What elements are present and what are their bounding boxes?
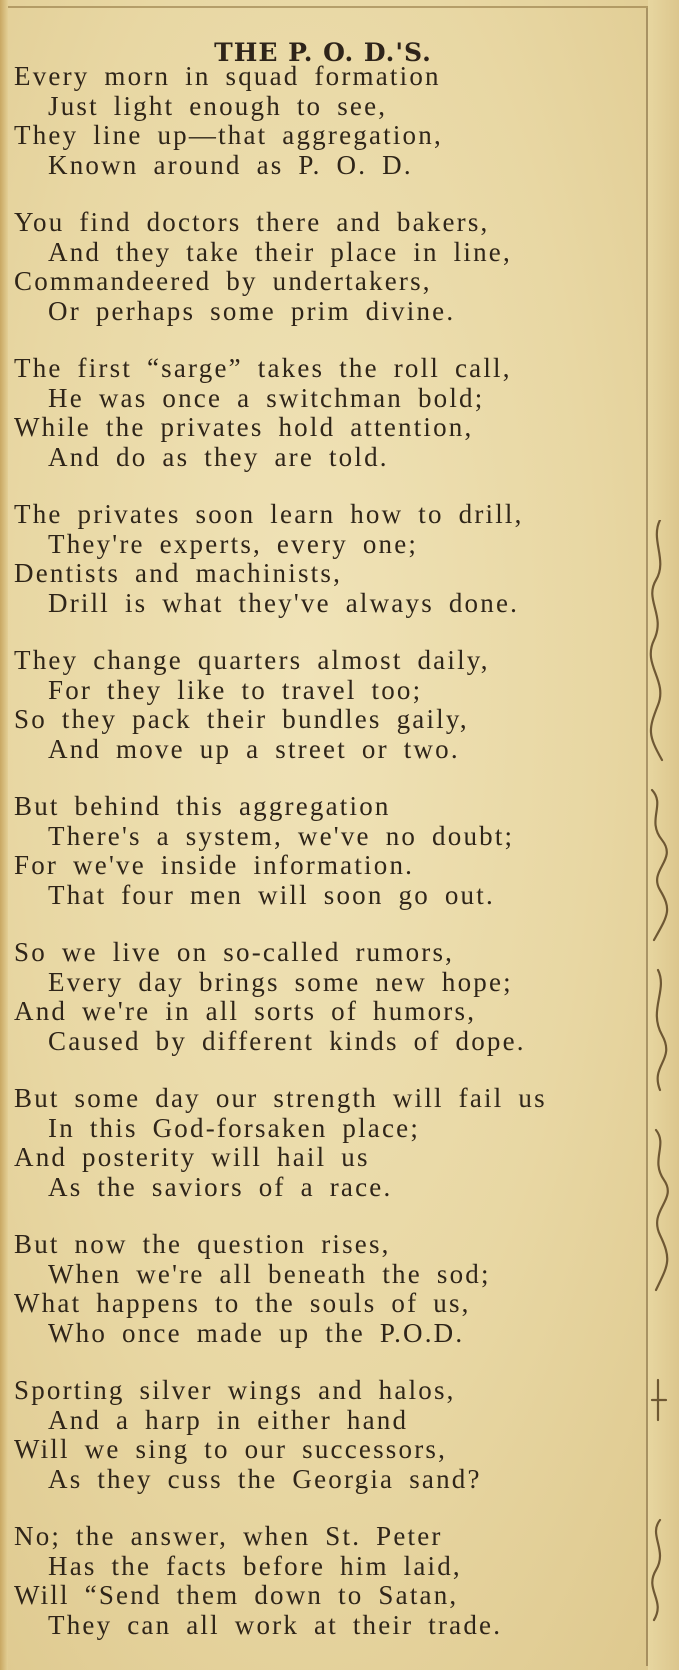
stanza [14,1522,644,1640]
poem-line: And we're in all sorts of humors, [14,996,477,1026]
stanza [14,62,644,180]
poem-line: Every day brings some new hope; [48,966,513,997]
poem-line: No; the answer, when St. Peter [14,1521,443,1551]
poem-line: Will we sing to our successors, [14,1434,448,1464]
handwritten-margin-note [638,520,678,1670]
poem-line: He was once a switchman bold; [48,382,485,413]
poem-line: Will “Send them down to Satan, [14,1580,459,1610]
poem-line: What happens to the souls of us, [14,1288,471,1318]
poem-line: But behind this aggregation [14,791,391,821]
poem-line: There's a system, we've no doubt; [48,820,515,851]
poem-line: But now the question rises, [14,1229,391,1259]
poem-line: Commandeered by undertakers, [14,266,432,296]
poem-line: Drill is what they've always done. [48,587,520,618]
poem-line: And move up a street or two. [48,733,460,764]
stanza [14,792,644,910]
top-rule [8,6,648,8]
poem-line: And do as they are told. [48,441,389,472]
poem-body [14,62,644,1668]
poem-line: So they pack their bundles gaily, [14,704,469,734]
stanza [14,646,644,764]
stanza [14,354,644,472]
poem-line: They can all work at their trade. [48,1609,503,1640]
poem-line: Who once made up the P.O.D. [48,1317,465,1348]
poem-line: You find doctors there and bakers, [14,207,490,237]
poem-line: Every morn in squad formation [14,61,441,91]
poem-line: So we live on so-called rumors, [14,937,455,967]
poem-line: Sporting silver wings and halos, [14,1375,456,1405]
stanza [14,500,644,618]
poem-line: Or perhaps some prim divine. [48,295,456,326]
poem-line: While the privates hold attention, [14,412,474,442]
poem-line: The privates soon learn how to drill, [14,499,524,529]
poem-line: And a harp in either hand [48,1404,409,1435]
stanza [14,1230,644,1348]
stanza [14,208,644,326]
poem-line: When we're all beneath the sod; [48,1258,491,1289]
poem-line: They line up—that aggregation, [14,120,443,150]
poem-line: Dentists and machinists, [14,558,343,588]
poem-line: That four men will soon go out. [48,879,495,910]
poem-line: Caused by different kinds of dope. [48,1025,526,1056]
handwriting-scribble [638,520,678,1670]
poem-title: THE P. O. D.'S. [214,38,432,67]
stanza [14,1376,644,1494]
stanza [14,938,644,1056]
poem-line: And posterity will hail us [14,1142,370,1172]
poem-line: But some day our strength will fail us [14,1083,547,1113]
poem-line: Has the facts before him laid, [48,1550,462,1581]
poem-line: For we've inside information. [14,850,415,880]
poem-line: For they like to travel too; [48,674,423,705]
poem-line: As they cuss the Georgia sand? [48,1463,482,1494]
clipping-left-edge [0,0,8,1670]
poem-line: They're experts, every one; [48,528,419,559]
poem-line: The first “sarge” takes the roll call, [14,353,512,383]
stanza [14,1084,644,1202]
poem-line: In this God-forsaken place; [48,1112,421,1143]
poem-line: As the saviors of a race. [48,1171,393,1202]
poem-line: Just light enough to see, [48,90,388,121]
poem-line: Known around as P. O. D. [48,149,413,180]
poem-line: And they take their place in line, [48,236,512,267]
poem-line: They change quarters almost daily, [14,645,490,675]
